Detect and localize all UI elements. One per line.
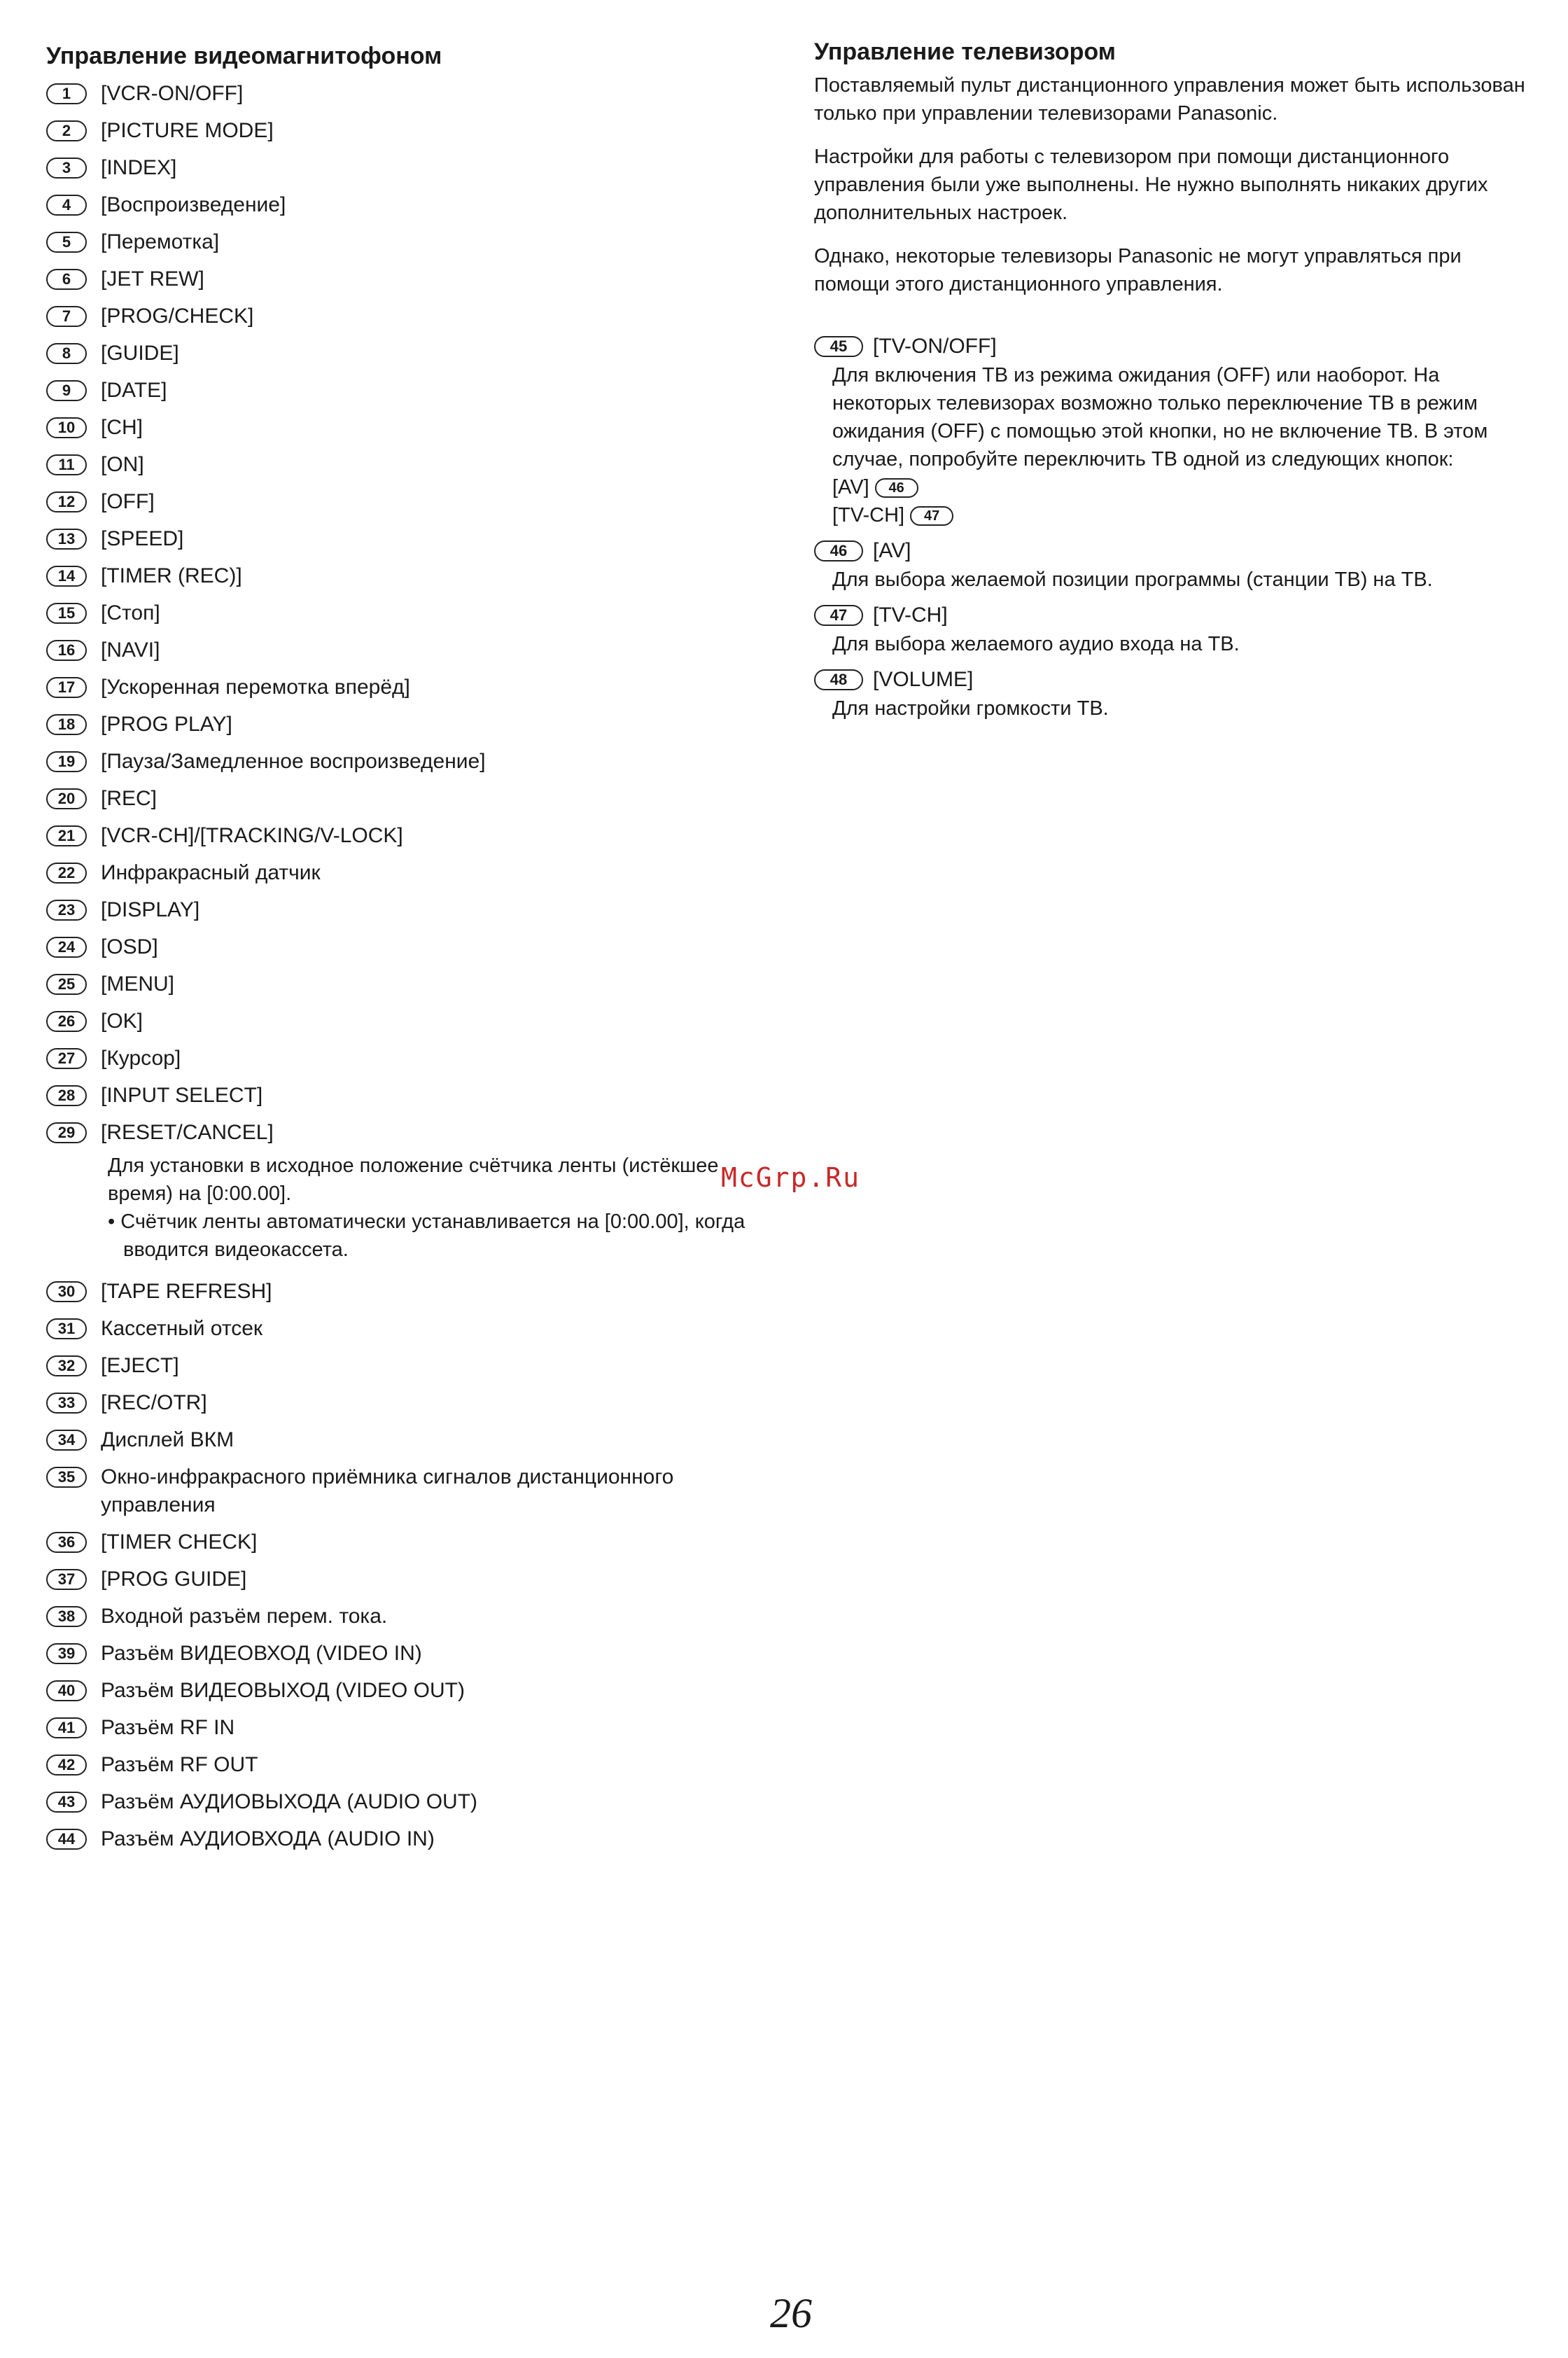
item-number-badge: 18 — [46, 714, 87, 735]
vcr-section-title: Управление видеомагнитофоном — [46, 43, 442, 69]
item-number-badge: 35 — [46, 1467, 87, 1488]
tv-item-46 — [814, 536, 1528, 594]
item-label: [DATE] — [101, 379, 167, 402]
list-item — [46, 669, 767, 706]
item-label: Разъём RF IN — [101, 1716, 235, 1739]
item-label: [Стоп] — [101, 601, 160, 625]
item-label: [OSD] — [101, 935, 158, 958]
list-item — [46, 372, 767, 410]
list-item — [46, 1077, 767, 1115]
list-item — [46, 1274, 767, 1311]
list-item — [46, 558, 767, 595]
list-item — [46, 632, 767, 669]
list-item — [46, 595, 767, 632]
item-label: [Воспроизведение] — [101, 193, 286, 216]
item-desc: Для выбора желаемого аудио входа на ТВ. — [832, 633, 1240, 655]
alt-button-av — [832, 473, 1528, 501]
watermark: McGrp.Ru — [721, 1162, 861, 1193]
alt-number-badge: 46 — [875, 478, 918, 498]
list-item — [46, 744, 767, 781]
list-item — [46, 410, 767, 447]
item-number-badge: 31 — [46, 1318, 87, 1339]
list-item — [46, 1673, 767, 1710]
tv-item-47 — [814, 601, 1528, 658]
item-number-badge: 1 — [46, 83, 87, 104]
item-label: [SPEED] — [101, 527, 184, 550]
item-label: Окно-инфракрасного приёмника сигналов дистанционного управления — [101, 1465, 674, 1516]
item-label: [REC/OTR] — [101, 1391, 207, 1414]
alt-number-badge: 47 — [910, 506, 953, 526]
item-label: [TV-ON/OFF] — [873, 335, 997, 358]
item-label: Разъём ВИДЕОВЫХОД (VIDEO OUT) — [101, 1679, 465, 1702]
item-number-badge: 37 — [46, 1569, 87, 1590]
list-item — [46, 1821, 767, 1858]
left-column — [46, 41, 767, 1858]
item-29-bullet: • Счётчик ленты автоматически устанавливается на [0:00.00], когда вводится видеокассета. — [108, 1211, 746, 1261]
item-number-badge: 32 — [46, 1355, 87, 1376]
item-label: Дисплей ВКМ — [101, 1428, 234, 1451]
item-desc: Для выбора желаемой позиции программы (станции ТВ) на ТВ. — [832, 568, 1433, 591]
item-label: [INPUT SELECT] — [101, 1084, 263, 1107]
item-number-badge: 44 — [46, 1829, 87, 1850]
item-number-badge: 47 — [814, 605, 863, 626]
item-number-badge: 7 — [46, 306, 87, 327]
item-label: Инфракрасный датчик — [101, 861, 321, 884]
item-number-badge: 42 — [46, 1754, 87, 1776]
item-number-badge: 16 — [46, 640, 87, 661]
list-item — [46, 484, 767, 521]
item-number-badge: 9 — [46, 380, 87, 401]
list-item — [46, 447, 767, 484]
item-number-badge: 24 — [46, 937, 87, 958]
list-item — [46, 1003, 767, 1040]
list-item — [46, 781, 767, 818]
item-label: [MENU] — [101, 972, 174, 996]
list-item — [46, 1459, 767, 1524]
item-number-badge: 8 — [46, 343, 87, 364]
item-number-badge: 20 — [46, 788, 87, 809]
list-item — [46, 966, 767, 1003]
right-column — [814, 36, 1528, 730]
item-number-badge: 10 — [46, 417, 87, 438]
list-item — [46, 261, 767, 298]
item-29-description — [108, 1152, 767, 1264]
item-number-badge: 12 — [46, 491, 87, 512]
list-item — [46, 1115, 767, 1152]
list-item — [46, 1598, 767, 1635]
item-label: [Пауза/Замедленное воспроизведение] — [101, 750, 486, 773]
item-number-badge: 27 — [46, 1048, 87, 1069]
item-number-badge: 30 — [46, 1281, 87, 1302]
alt-label: [TV-CH] — [832, 504, 905, 526]
item-number-badge: 33 — [46, 1393, 87, 1414]
item-number-badge: 2 — [46, 120, 87, 141]
item-label: [AV] — [873, 539, 911, 562]
item-label: Разъём RF OUT — [101, 1753, 258, 1776]
item-number-badge: 41 — [46, 1717, 87, 1738]
list-item — [46, 1385, 767, 1422]
item-number-badge: 22 — [46, 863, 87, 884]
list-item — [46, 1524, 767, 1561]
item-label: [OFF] — [101, 490, 155, 513]
tv-section-title: Управление телевизором — [814, 39, 1116, 65]
item-label: Разъём АУДИОВЫХОДА (AUDIO OUT) — [101, 1790, 478, 1813]
list-item — [46, 1311, 767, 1348]
item-number-badge: 21 — [46, 825, 87, 846]
item-label: [PROG GUIDE] — [101, 1568, 247, 1591]
item-label: [CH] — [101, 416, 143, 439]
list-item — [46, 150, 767, 187]
item-number-badge: 13 — [46, 529, 87, 550]
item-29-text: Для установки в исходное положение счётчика ленты (истёкшее время) на [0:00.00]. — [108, 1154, 719, 1205]
item-number-badge: 14 — [46, 566, 87, 587]
tv-item-45 — [814, 332, 1528, 529]
list-item — [46, 892, 767, 929]
item-number-badge: 45 — [814, 336, 863, 357]
item-label: [VCR-CH]/[TRACKING/V-LOCK] — [101, 824, 403, 847]
list-item — [46, 1348, 767, 1385]
item-number-badge: 48 — [814, 669, 863, 690]
alt-button-tvch — [832, 501, 1528, 529]
list-item — [46, 929, 767, 966]
list-item — [46, 298, 767, 335]
list-item — [46, 521, 767, 558]
item-label: Кассетный отсек — [101, 1317, 263, 1340]
list-item — [46, 1561, 767, 1598]
tv-intro-3: Однако, некоторые телевизоры Panasonic не могут управляться при помощи этого дистанционного управления. — [814, 245, 1462, 295]
list-item — [46, 187, 767, 224]
list-item — [46, 113, 767, 150]
item-label: [INDEX] — [101, 156, 177, 179]
item-number-badge: 28 — [46, 1085, 87, 1106]
vcr-item-list — [46, 76, 767, 1152]
item-label: [TV-CH] — [873, 604, 948, 627]
item-label: [DISPLAY] — [101, 898, 200, 921]
tv-item-48 — [814, 665, 1528, 723]
item-label: [PROG/CHECK] — [101, 305, 254, 328]
item-label: [Ускоренная перемотка вперёд] — [101, 676, 410, 699]
item-number-badge: 25 — [46, 974, 87, 995]
item-number-badge: 34 — [46, 1430, 87, 1451]
item-label: [REC] — [101, 787, 158, 810]
list-item — [46, 818, 767, 855]
item-label: [EJECT] — [101, 1354, 179, 1377]
item-number-badge: 11 — [46, 454, 87, 475]
item-label: [OK] — [101, 1010, 144, 1033]
item-label: [Перемотка] — [101, 230, 220, 253]
list-item — [46, 76, 767, 113]
item-number-badge: 19 — [46, 751, 87, 772]
item-label: [JET REW] — [101, 267, 204, 291]
item-number-badge: 38 — [46, 1606, 87, 1627]
item-number-badge: 6 — [46, 269, 87, 290]
item-number-badge: 3 — [46, 158, 87, 179]
list-item — [46, 706, 767, 744]
list-item — [46, 1422, 767, 1459]
item-number-badge: 15 — [46, 603, 87, 624]
item-number-badge: 5 — [46, 232, 87, 253]
item-label: Разъём АУДИОВХОДА (AUDIO IN) — [101, 1827, 435, 1850]
item-desc: Для настройки громкости ТВ. — [832, 697, 1109, 720]
item-label: Разъём ВИДЕОВХОД (VIDEO IN) — [101, 1642, 422, 1665]
item-label: [GUIDE] — [101, 342, 179, 365]
item-label: [ON] — [101, 453, 144, 476]
item-number-badge: 26 — [46, 1011, 87, 1032]
item-number-badge: 40 — [46, 1680, 87, 1701]
tv-intro-2: Настройки для работы с телевизором при помощи дистанционного управления были уже выполнены. Не нужно выполнять никаких других дополнительных настроек. — [814, 146, 1488, 224]
list-item — [46, 224, 767, 261]
list-item — [46, 1710, 767, 1747]
item-desc: Для включения ТВ из режима ожидания (OFF) или наоборот. На некоторых телевизорах возможно только переключение ТВ в режим ожидания (OFF) с помощью этой кнопки, но не включение ТВ. В этом случае, попробуйте переключить ТВ одной из следующих кнопок: — [832, 364, 1488, 470]
tv-intro-1: Поставляемый пульт дистанционного управления может быть использован только при управлении телевизорами Panasonic. — [814, 74, 1525, 125]
item-label: [TIMER CHECK] — [101, 1530, 258, 1554]
item-label: [Курсор] — [101, 1047, 181, 1070]
item-label: [PICTURE MODE] — [101, 119, 274, 142]
item-number-badge: 4 — [46, 195, 87, 216]
item-number-badge: 23 — [46, 900, 87, 921]
list-item — [46, 335, 767, 372]
item-label: [TAPE REFRESH] — [101, 1280, 272, 1303]
list-item — [46, 855, 767, 892]
item-label: [RESET/CANCEL] — [101, 1121, 274, 1144]
item-label: [PROG PLAY] — [101, 713, 232, 736]
list-item — [46, 1040, 767, 1077]
list-item — [46, 1635, 767, 1673]
page-number: 26 — [770, 2290, 812, 2336]
item-number-badge: 43 — [46, 1792, 87, 1813]
item-label: [TIMER (REC)] — [101, 564, 242, 587]
item-number-badge: 29 — [46, 1122, 87, 1143]
item-number-badge: 17 — [46, 677, 87, 698]
vcr-item-list-2 — [46, 1274, 767, 1858]
list-item — [46, 1747, 767, 1784]
item-label: [VOLUME] — [873, 668, 974, 691]
item-number-badge: 39 — [46, 1643, 87, 1664]
list-item — [46, 1784, 767, 1821]
item-label: Входной разъём перем. тока. — [101, 1605, 388, 1628]
item-label: [NAVI] — [101, 639, 160, 662]
item-number-badge: 46 — [814, 540, 863, 561]
item-number-badge: 36 — [46, 1532, 87, 1553]
item-label: [VCR-ON/OFF] — [101, 82, 244, 105]
alt-label: [AV] — [832, 476, 869, 498]
